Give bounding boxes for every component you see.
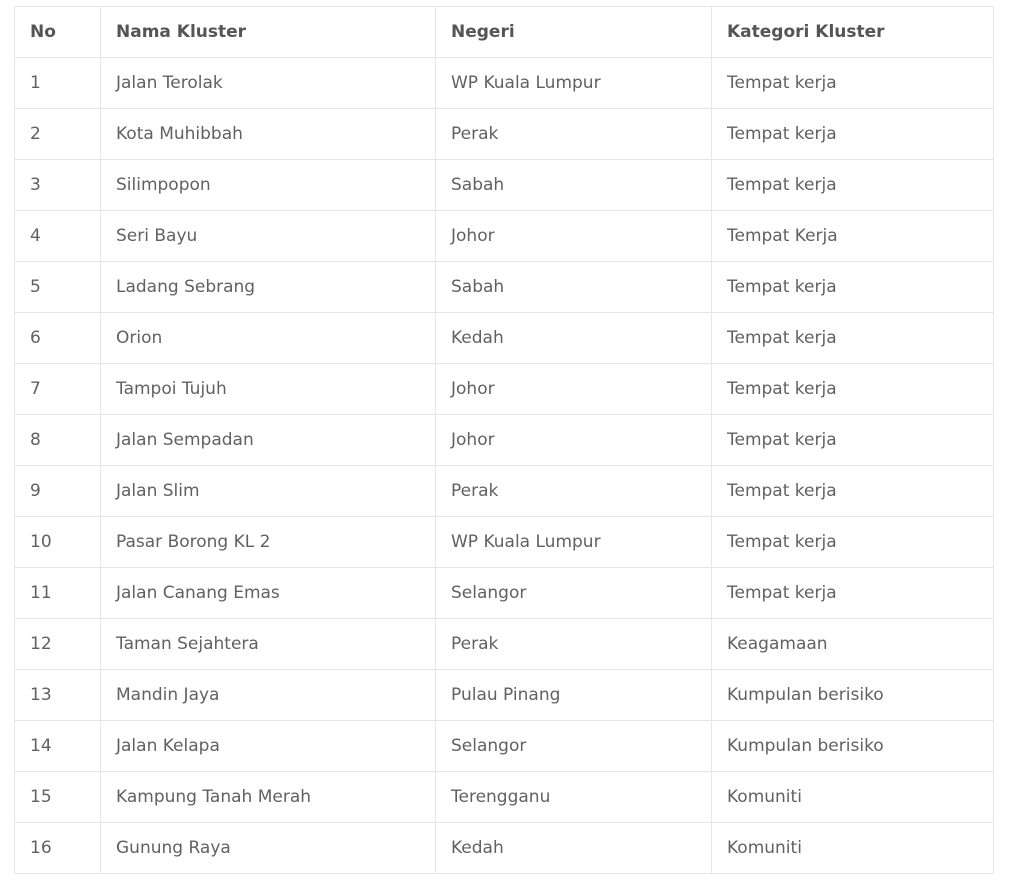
cell-no: 1 bbox=[15, 58, 101, 109]
cell-negeri: Johor bbox=[436, 364, 712, 415]
cell-no: 12 bbox=[15, 619, 101, 670]
cell-no: 8 bbox=[15, 415, 101, 466]
cell-kategori-kluster: Tempat kerja bbox=[712, 58, 994, 109]
table-row bbox=[15, 364, 994, 415]
cell-nama-kluster: Jalan Sempadan bbox=[101, 415, 436, 466]
cell-no: 13 bbox=[15, 670, 101, 721]
header-kategori-kluster: Kategori Kluster bbox=[712, 7, 994, 58]
cell-negeri: Pulau Pinang bbox=[436, 670, 712, 721]
cell-kategori-kluster: Tempat kerja bbox=[712, 517, 994, 568]
cell-kategori-kluster: Komuniti bbox=[712, 772, 994, 823]
cell-kategori-kluster: Komuniti bbox=[712, 823, 994, 874]
cell-no: 3 bbox=[15, 160, 101, 211]
cell-no: 14 bbox=[15, 721, 101, 772]
cell-nama-kluster: Mandin Jaya bbox=[101, 670, 436, 721]
cell-negeri: Perak bbox=[436, 109, 712, 160]
cell-kategori-kluster: Tempat kerja bbox=[712, 568, 994, 619]
header-row bbox=[15, 7, 994, 58]
cell-negeri: Terengganu bbox=[436, 772, 712, 823]
table-row bbox=[15, 823, 994, 874]
cell-kategori-kluster: Kumpulan berisiko bbox=[712, 721, 994, 772]
cell-negeri: Johor bbox=[436, 211, 712, 262]
cell-negeri: Kedah bbox=[436, 313, 712, 364]
cell-kategori-kluster: Tempat kerja bbox=[712, 109, 994, 160]
cell-negeri: Selangor bbox=[436, 568, 712, 619]
header-negeri: Negeri bbox=[436, 7, 712, 58]
cell-negeri: WP Kuala Lumpur bbox=[436, 58, 712, 109]
cell-kategori-kluster: Tempat kerja bbox=[712, 160, 994, 211]
table-row bbox=[15, 772, 994, 823]
table-body bbox=[15, 58, 994, 874]
table-header bbox=[15, 7, 994, 58]
table-row bbox=[15, 313, 994, 364]
cell-nama-kluster: Ladang Sebrang bbox=[101, 262, 436, 313]
cell-nama-kluster: Jalan Kelapa bbox=[101, 721, 436, 772]
cell-nama-kluster: Jalan Terolak bbox=[101, 58, 436, 109]
table-row bbox=[15, 517, 994, 568]
table-row bbox=[15, 568, 994, 619]
cell-nama-kluster: Orion bbox=[101, 313, 436, 364]
cell-kategori-kluster: Tempat kerja bbox=[712, 415, 994, 466]
table-row bbox=[15, 160, 994, 211]
table-row bbox=[15, 721, 994, 772]
cell-negeri: Perak bbox=[436, 466, 712, 517]
cell-nama-kluster: Pasar Borong KL 2 bbox=[101, 517, 436, 568]
cell-kategori-kluster: Keagamaan bbox=[712, 619, 994, 670]
cell-no: 9 bbox=[15, 466, 101, 517]
cell-negeri: Kedah bbox=[436, 823, 712, 874]
cell-kategori-kluster: Kumpulan berisiko bbox=[712, 670, 994, 721]
header-nama-kluster: Nama Kluster bbox=[101, 7, 436, 58]
cell-nama-kluster: Jalan Slim bbox=[101, 466, 436, 517]
cell-no: 10 bbox=[15, 517, 101, 568]
cell-kategori-kluster: Tempat kerja bbox=[712, 262, 994, 313]
cell-nama-kluster: Jalan Canang Emas bbox=[101, 568, 436, 619]
header-no: No bbox=[15, 7, 101, 58]
cell-no: 2 bbox=[15, 109, 101, 160]
table-row bbox=[15, 211, 994, 262]
cell-nama-kluster: Seri Bayu bbox=[101, 211, 436, 262]
table-row bbox=[15, 619, 994, 670]
cell-negeri: WP Kuala Lumpur bbox=[436, 517, 712, 568]
cell-no: 11 bbox=[15, 568, 101, 619]
cell-negeri: Sabah bbox=[436, 160, 712, 211]
cell-nama-kluster: Kampung Tanah Merah bbox=[101, 772, 436, 823]
cell-no: 16 bbox=[15, 823, 101, 874]
cell-nama-kluster: Kota Muhibbah bbox=[101, 109, 436, 160]
table-row bbox=[15, 262, 994, 313]
cell-no: 4 bbox=[15, 211, 101, 262]
cluster-table-container bbox=[14, 6, 994, 874]
table-row bbox=[15, 109, 994, 160]
table-row bbox=[15, 466, 994, 517]
cell-no: 7 bbox=[15, 364, 101, 415]
cell-no: 5 bbox=[15, 262, 101, 313]
cell-kategori-kluster: Tempat kerja bbox=[712, 313, 994, 364]
cell-negeri: Johor bbox=[436, 415, 712, 466]
cell-no: 15 bbox=[15, 772, 101, 823]
table-row bbox=[15, 670, 994, 721]
cell-nama-kluster: Taman Sejahtera bbox=[101, 619, 436, 670]
cell-negeri: Selangor bbox=[436, 721, 712, 772]
cluster-table bbox=[14, 6, 994, 874]
cell-kategori-kluster: Tempat kerja bbox=[712, 466, 994, 517]
cell-negeri: Sabah bbox=[436, 262, 712, 313]
table-row bbox=[15, 415, 994, 466]
cell-nama-kluster: Gunung Raya bbox=[101, 823, 436, 874]
cell-nama-kluster: Tampoi Tujuh bbox=[101, 364, 436, 415]
cell-kategori-kluster: Tempat Kerja bbox=[712, 211, 994, 262]
cell-negeri: Perak bbox=[436, 619, 712, 670]
cell-no: 6 bbox=[15, 313, 101, 364]
cell-kategori-kluster: Tempat kerja bbox=[712, 364, 994, 415]
cell-nama-kluster: Silimpopon bbox=[101, 160, 436, 211]
table-row bbox=[15, 58, 994, 109]
